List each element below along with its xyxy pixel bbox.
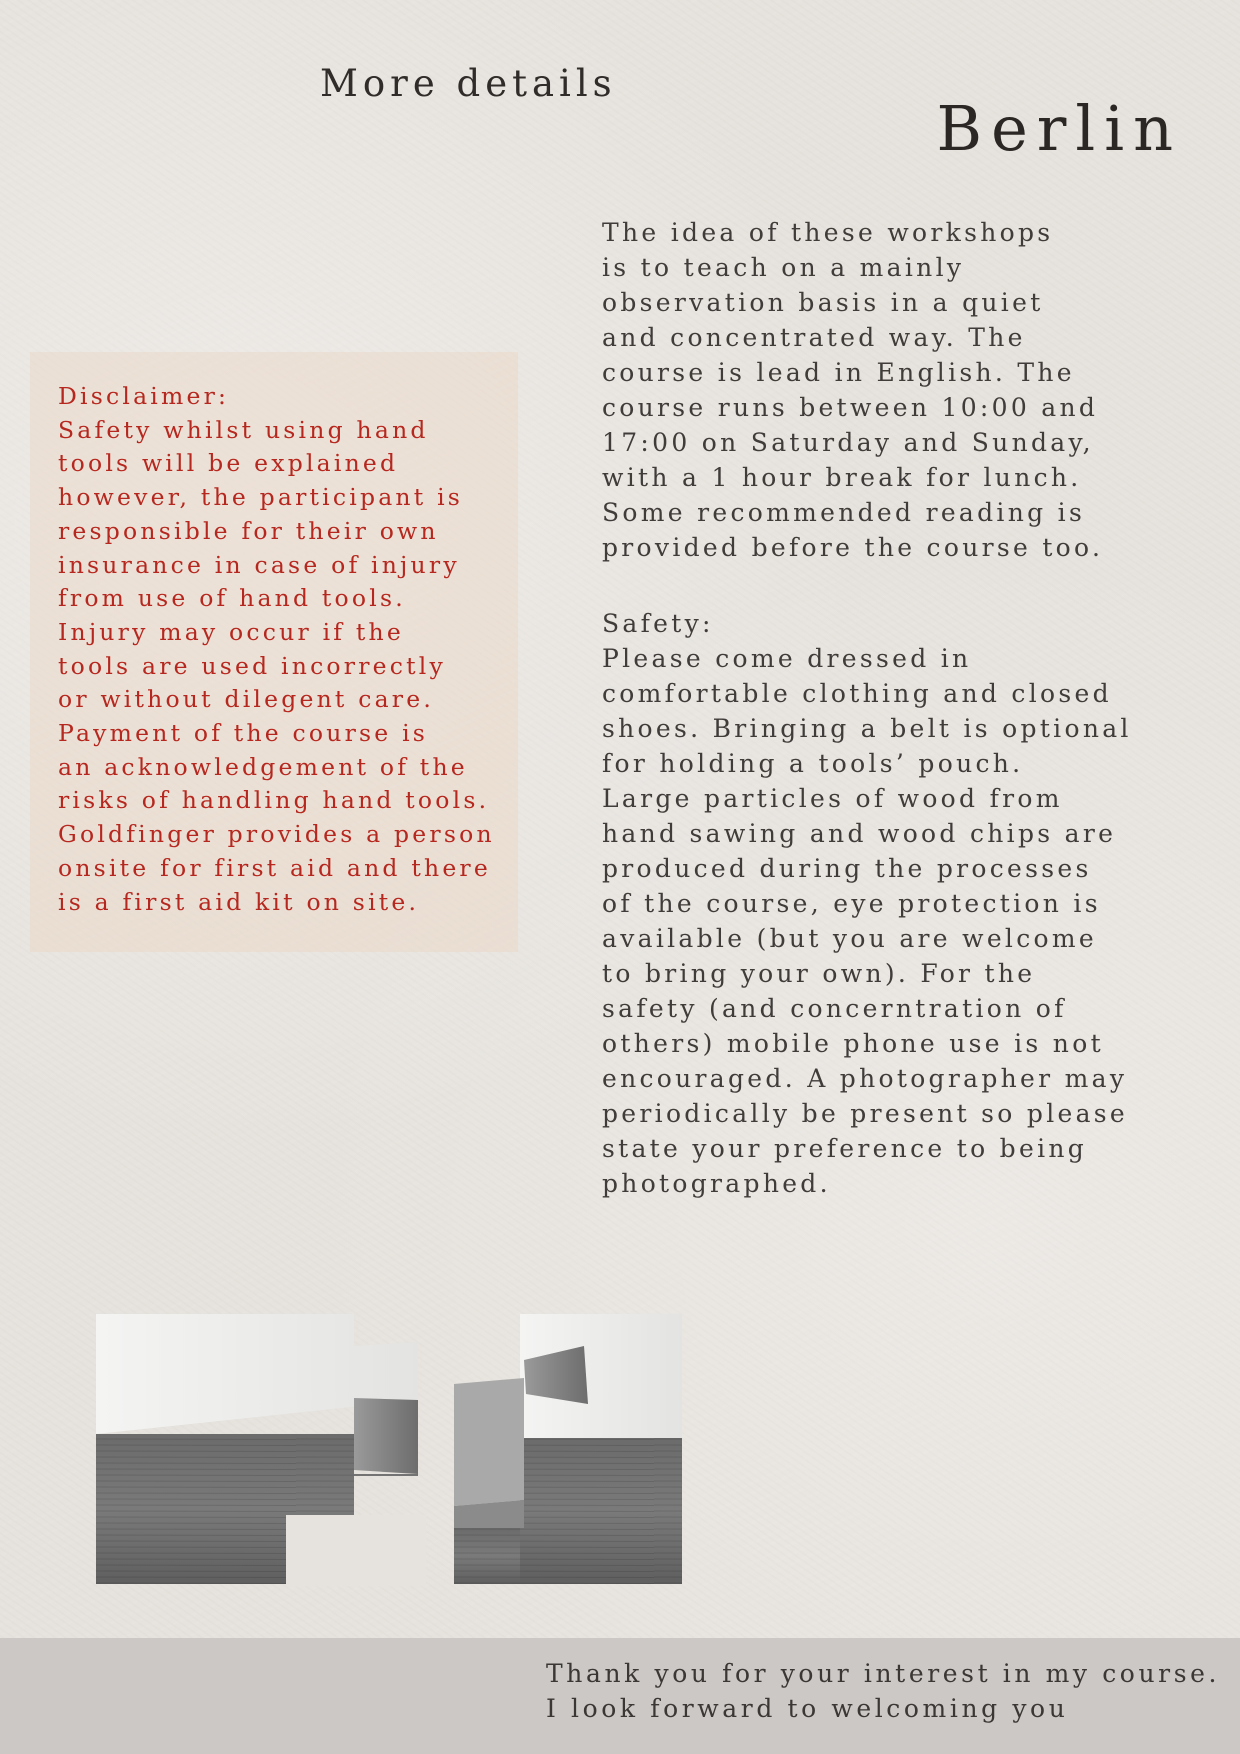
page-title-city: Berlin xyxy=(936,92,1182,165)
intro-paragraph: The idea of these workshops is to teach on a mainly observation basis in a quiet and concentrated way. The course is lead in English. The course runs between 10:00 and 17:00 on Saturday and Sunday, with a 1 hour break for lunch. Some recommended reading is provided before the course too. xyxy=(602,218,1104,562)
wood-joint-right-illustration xyxy=(454,1310,684,1586)
section-heading-more-details: More details xyxy=(320,62,617,105)
wood-joint-left-illustration xyxy=(96,1310,426,1586)
footer-thank-you-text: Thank you for your interest in my course. I look forward to welcoming you xyxy=(546,1659,1221,1723)
safety-paragraph: Safety: Please come dressed in comfortable clothing and closed shoes. Bringing a belt is optional for holding a tools’ pouch. Large particles of wood from hand sawing and wood chips are produced during the processes of the course, eye protection is available (but you are welcome to bring your own). For the safety (and concerntration of others) mobile phone use is not encouraged. A photographer may periodically be present so please state your preference to being photographed. xyxy=(602,609,1132,1198)
disclaimer-text: Disclaimer: Safety whilst using hand tools will be explained however, the participant is responsible for their own insurance in case of injury from use of hand tools. Injury may occur if the tools are used incorrectly or without dilegent care. Payment of the course is an acknowledgement of the risks of handling hand tools. Goldfinger provides a person onsite for first aid and there is a first aid kit on site. xyxy=(58,382,495,916)
